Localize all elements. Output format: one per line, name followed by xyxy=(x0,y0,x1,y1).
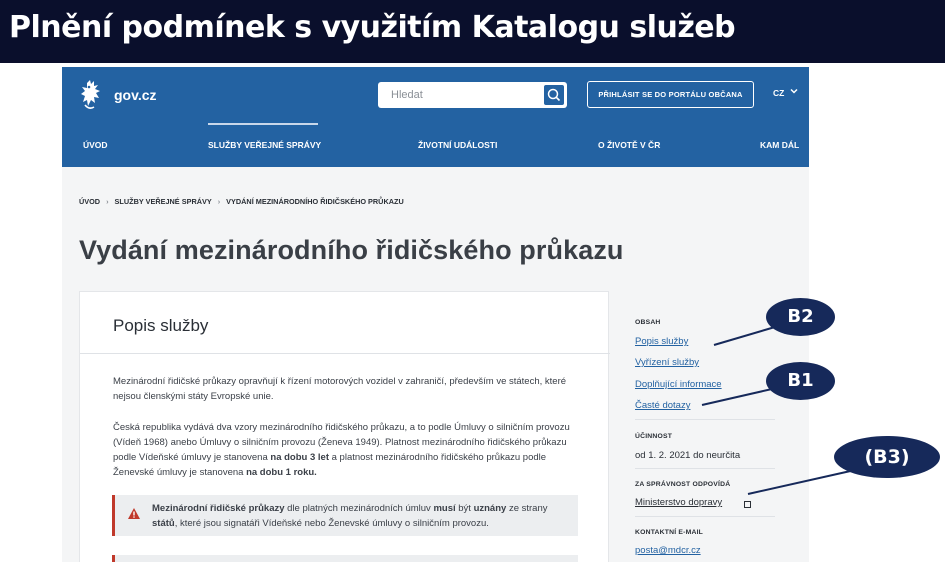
breadcrumb-separator: › xyxy=(106,197,109,206)
slide-title: Plnění podmínek s využitím Katalogu služeb xyxy=(9,10,736,45)
nav-item-zivotni-udalosti[interactable]: ŽIVOTNÍ UDÁLOSTI xyxy=(418,140,498,150)
logo-text[interactable]: gov.cz xyxy=(114,87,157,103)
section-title: Popis služby xyxy=(113,316,209,335)
alert-span: dle platných mezinárodních úmluv xyxy=(284,503,434,514)
alert-bold: Mezinárodní řidičské průkazy xyxy=(152,503,285,514)
arrow-b2 xyxy=(714,327,775,345)
nav-item-sluzby[interactable]: SLUŽBY VEŘEJNÉ SPRÁVY xyxy=(208,140,322,150)
arrow-b3 xyxy=(748,470,855,494)
nav-item-o-zivote[interactable]: O ŽIVOTĚ V ČR xyxy=(598,140,661,150)
breadcrumb-separator: › xyxy=(217,197,221,206)
toc-heading: OBSAH xyxy=(635,319,661,326)
toc-link-popis[interactable]: Popis služby xyxy=(635,336,689,347)
responsible-heading: ZA SPRÁVNOST ODPOVÍDÁ xyxy=(635,481,731,488)
paragraph-text: a platnost mezinárodního řidičského průkazu podle Ženevské úmluvy je stanovena xyxy=(113,452,547,478)
paragraph-bold: na dobu 3 let xyxy=(270,452,329,463)
callout-b3: (B3) xyxy=(834,436,940,478)
alert-bold: uznány xyxy=(473,503,507,514)
callout-b1: B1 xyxy=(766,362,835,400)
toc-link-doplnujici[interactable]: Doplňující informace xyxy=(635,379,722,390)
effect-heading: ÚČINNOST xyxy=(635,433,673,440)
description-paragraph: Mezinárodní řidičské průkazy opravňují k řízení motorových vozidel v zahraničí, především ve státech, které nejsou členskými státy Evropské unie. xyxy=(113,376,567,402)
toc-link-vyrizeni[interactable]: Vyřízení služby xyxy=(635,357,700,368)
arrow-b1 xyxy=(702,389,772,405)
callout-b2: B2 xyxy=(766,298,835,336)
alert-bold: států xyxy=(152,518,175,529)
breadcrumb-current: VYDÁNÍ MEZINÁRODNÍHO ŘIDIČSKÉHO PRŮKAZU xyxy=(226,197,404,206)
login-portal-button[interactable]: PŘIHLÁSIT SE DO PORTÁLU OBČANA xyxy=(587,81,754,108)
alert-span: , které jsou signatáři Vídeňské nebo Ženevské úmluvy o silničním provozu. xyxy=(174,518,489,529)
breadcrumb-item[interactable]: ÚVOD xyxy=(79,197,101,206)
paragraph-text: Česká republika vydává dva vzory mezinárodního řidičského průkazu, a to podle Úmluvy o silničním provozu (Vídeň 1968) anebo Úmluvy o silničním provozu (Ženeva 1949). Platnost mezinárodního řidičského průkazu podle Vídeňské úmluvy je stanovena xyxy=(113,422,570,463)
alert-bold: musí xyxy=(433,503,456,514)
nav-item-uvod[interactable]: ÚVOD xyxy=(83,140,108,150)
paragraph-bold: na dobu 1 roku. xyxy=(246,467,317,478)
page-title: Vydání mezinárodního řidičského průkazu xyxy=(79,235,624,265)
responsible-value: Ministerstvo dopravy xyxy=(635,497,723,508)
alert-span: ze strany xyxy=(506,503,548,514)
breadcrumb-item[interactable]: SLUŽBY VEŘEJNÉ SPRÁVY xyxy=(114,197,212,206)
contact-email-link[interactable]: posta@mdcr.cz xyxy=(635,545,701,556)
contact-heading: KONTAKTNÍ E-MAIL xyxy=(635,529,704,536)
nav-item-kam-dal[interactable]: KAM DÁL xyxy=(760,140,800,150)
toc-link-caste-dotazy[interactable]: Časté dotazy xyxy=(635,400,691,411)
effect-value: od 1. 2. 2021 do neurčita xyxy=(635,450,741,461)
language-selector[interactable]: CZ xyxy=(773,88,785,98)
alert-span: být xyxy=(455,503,474,514)
